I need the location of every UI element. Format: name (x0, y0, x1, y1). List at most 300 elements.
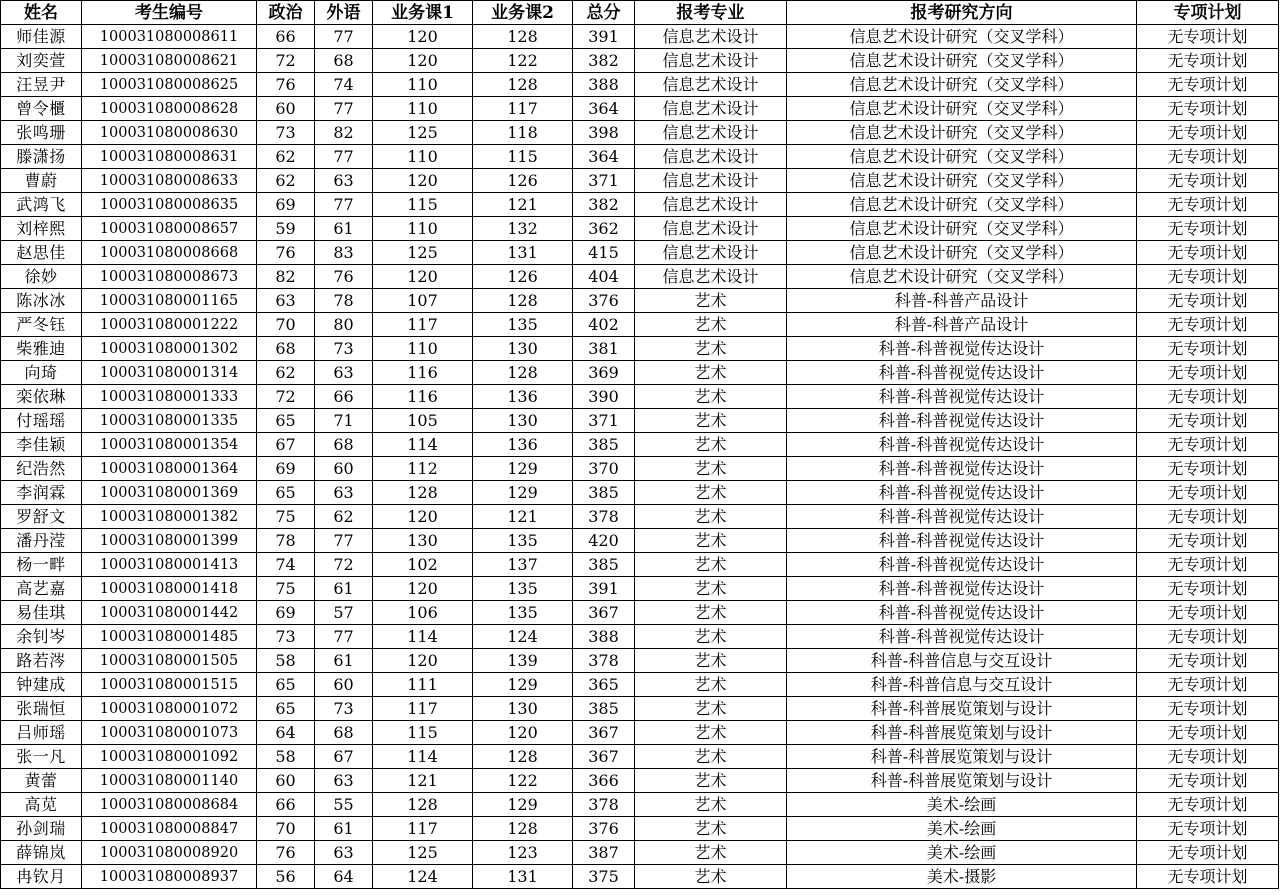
cell-total: 385 (573, 553, 635, 577)
cell-foreign-language: 64 (315, 865, 373, 889)
cell-foreign-language: 67 (315, 745, 373, 769)
cell-research-direction: 科普-科普展览策划与设计 (787, 697, 1137, 721)
cell-course-2: 128 (473, 817, 573, 841)
cell-course-2: 130 (473, 409, 573, 433)
cell-politics: 72 (257, 49, 315, 73)
cell-course-1: 125 (373, 121, 473, 145)
cell-total: 388 (573, 625, 635, 649)
cell-total: 385 (573, 433, 635, 457)
cell-course-1: 110 (373, 97, 473, 121)
cell-total: 382 (573, 49, 635, 73)
cell-name: 冉钦月 (1, 865, 82, 889)
header-research-direction: 报考研究方向 (787, 1, 1137, 25)
cell-foreign-language: 77 (315, 193, 373, 217)
cell-name: 黄蕾 (1, 769, 82, 793)
cell-course-1: 114 (373, 745, 473, 769)
cell-candidate-id: 100031080001333 (82, 385, 257, 409)
cell-foreign-language: 83 (315, 241, 373, 265)
table-row (1, 457, 1279, 481)
cell-major: 信息艺术设计 (635, 169, 787, 193)
cell-course-1: 115 (373, 721, 473, 745)
cell-name: 吕师瑶 (1, 721, 82, 745)
cell-course-1: 106 (373, 601, 473, 625)
cell-candidate-id: 100031080008937 (82, 865, 257, 889)
cell-course-1: 116 (373, 361, 473, 385)
header-name: 姓名 (1, 1, 82, 25)
cell-total: 370 (573, 457, 635, 481)
cell-foreign-language: 61 (315, 649, 373, 673)
cell-total: 378 (573, 505, 635, 529)
table-row (1, 793, 1279, 817)
cell-research-direction: 科普-科普视觉传达设计 (787, 385, 1137, 409)
cell-foreign-language: 60 (315, 673, 373, 697)
cell-research-direction: 科普-科普视觉传达设计 (787, 601, 1137, 625)
cell-candidate-id: 100031080001314 (82, 361, 257, 385)
cell-foreign-language: 68 (315, 49, 373, 73)
cell-research-direction: 科普-科普产品设计 (787, 313, 1137, 337)
cell-major: 信息艺术设计 (635, 241, 787, 265)
cell-foreign-language: 77 (315, 625, 373, 649)
cell-special-plan: 无专项计划 (1137, 289, 1279, 313)
cell-course-1: 111 (373, 673, 473, 697)
cell-total: 415 (573, 241, 635, 265)
cell-research-direction: 科普-科普展览策划与设计 (787, 769, 1137, 793)
cell-candidate-id: 100031080008673 (82, 265, 257, 289)
cell-foreign-language: 61 (315, 817, 373, 841)
cell-course-2: 139 (473, 649, 573, 673)
cell-research-direction: 科普-科普信息与交互设计 (787, 649, 1137, 673)
cell-course-2: 122 (473, 769, 573, 793)
cell-major: 艺术 (635, 865, 787, 889)
cell-special-plan: 无专项计划 (1137, 313, 1279, 337)
cell-special-plan: 无专项计划 (1137, 721, 1279, 745)
cell-politics: 73 (257, 625, 315, 649)
cell-name: 纪浩然 (1, 457, 82, 481)
cell-research-direction: 科普-科普视觉传达设计 (787, 481, 1137, 505)
cell-foreign-language: 77 (315, 529, 373, 553)
cell-course-1: 114 (373, 433, 473, 457)
cell-research-direction: 信息艺术设计研究（交叉学科） (787, 49, 1137, 73)
cell-research-direction: 信息艺术设计研究（交叉学科） (787, 73, 1137, 97)
cell-name: 李润霖 (1, 481, 82, 505)
cell-total: 381 (573, 337, 635, 361)
cell-politics: 76 (257, 73, 315, 97)
cell-special-plan: 无专项计划 (1137, 601, 1279, 625)
cell-name: 张鸣珊 (1, 121, 82, 145)
cell-candidate-id: 100031080008625 (82, 73, 257, 97)
cell-research-direction: 美术-绘画 (787, 793, 1137, 817)
cell-name: 曾令櫃 (1, 97, 82, 121)
cell-course-1: 112 (373, 457, 473, 481)
cell-course-1: 120 (373, 169, 473, 193)
cell-special-plan: 无专项计划 (1137, 553, 1279, 577)
cell-course-1: 107 (373, 289, 473, 313)
cell-name: 孙剑瑞 (1, 817, 82, 841)
cell-candidate-id: 100031080001382 (82, 505, 257, 529)
cell-special-plan: 无专项计划 (1137, 121, 1279, 145)
cell-course-1: 110 (373, 337, 473, 361)
cell-major: 艺术 (635, 577, 787, 601)
cell-special-plan: 无专项计划 (1137, 817, 1279, 841)
cell-politics: 58 (257, 649, 315, 673)
table-row (1, 481, 1279, 505)
cell-total: 402 (573, 313, 635, 337)
cell-candidate-id: 100031080001354 (82, 433, 257, 457)
table-row (1, 817, 1279, 841)
table-row (1, 553, 1279, 577)
cell-total: 420 (573, 529, 635, 553)
cell-foreign-language: 77 (315, 97, 373, 121)
cell-course-2: 129 (473, 481, 573, 505)
cell-research-direction: 科普-科普视觉传达设计 (787, 457, 1137, 481)
cell-foreign-language: 66 (315, 385, 373, 409)
header-course-1: 业务课1 (373, 1, 473, 25)
table-row (1, 721, 1279, 745)
table-row (1, 25, 1279, 49)
cell-course-1: 128 (373, 793, 473, 817)
cell-course-2: 121 (473, 193, 573, 217)
cell-name: 柴雅迪 (1, 337, 82, 361)
cell-candidate-id: 100031080008631 (82, 145, 257, 169)
cell-major: 艺术 (635, 529, 787, 553)
cell-politics: 56 (257, 865, 315, 889)
cell-course-1: 120 (373, 265, 473, 289)
cell-course-2: 132 (473, 217, 573, 241)
cell-course-1: 114 (373, 625, 473, 649)
cell-foreign-language: 57 (315, 601, 373, 625)
cell-name: 薛锦岚 (1, 841, 82, 865)
table-body (1, 25, 1279, 889)
cell-course-2: 118 (473, 121, 573, 145)
cell-candidate-id: 100031080001092 (82, 745, 257, 769)
cell-total: 378 (573, 793, 635, 817)
cell-special-plan: 无专项计划 (1137, 625, 1279, 649)
cell-foreign-language: 82 (315, 121, 373, 145)
table-row (1, 217, 1279, 241)
table-row (1, 409, 1279, 433)
cell-candidate-id: 100031080001073 (82, 721, 257, 745)
cell-special-plan: 无专项计划 (1137, 337, 1279, 361)
cell-total: 369 (573, 361, 635, 385)
cell-special-plan: 无专项计划 (1137, 49, 1279, 73)
cell-major: 艺术 (635, 289, 787, 313)
cell-course-1: 117 (373, 697, 473, 721)
cell-candidate-id: 100031080008668 (82, 241, 257, 265)
cell-course-2: 126 (473, 265, 573, 289)
cell-course-2: 128 (473, 73, 573, 97)
cell-research-direction: 科普-科普视觉传达设计 (787, 553, 1137, 577)
cell-candidate-id: 100031080008611 (82, 25, 257, 49)
cell-major: 艺术 (635, 337, 787, 361)
cell-major: 艺术 (635, 649, 787, 673)
header-special-plan: 专项计划 (1137, 1, 1279, 25)
cell-name: 刘奕萱 (1, 49, 82, 73)
cell-foreign-language: 61 (315, 217, 373, 241)
cell-course-2: 129 (473, 673, 573, 697)
cell-total: 362 (573, 217, 635, 241)
cell-foreign-language: 71 (315, 409, 373, 433)
cell-name: 潘丹滢 (1, 529, 82, 553)
cell-special-plan: 无专项计划 (1137, 457, 1279, 481)
cell-foreign-language: 78 (315, 289, 373, 313)
cell-course-2: 115 (473, 145, 573, 169)
cell-course-1: 130 (373, 529, 473, 553)
cell-name: 徐妙 (1, 265, 82, 289)
cell-major: 艺术 (635, 841, 787, 865)
cell-foreign-language: 73 (315, 697, 373, 721)
cell-major: 信息艺术设计 (635, 265, 787, 289)
cell-major: 信息艺术设计 (635, 145, 787, 169)
cell-candidate-id: 100031080001515 (82, 673, 257, 697)
cell-foreign-language: 76 (315, 265, 373, 289)
cell-special-plan: 无专项计划 (1137, 649, 1279, 673)
table-row (1, 841, 1279, 865)
cell-candidate-id: 100031080001072 (82, 697, 257, 721)
cell-politics: 65 (257, 673, 315, 697)
cell-foreign-language: 63 (315, 769, 373, 793)
cell-research-direction: 信息艺术设计研究（交叉学科） (787, 145, 1137, 169)
cell-total: 364 (573, 97, 635, 121)
cell-candidate-id: 100031080008635 (82, 193, 257, 217)
cell-major: 信息艺术设计 (635, 193, 787, 217)
cell-major: 信息艺术设计 (635, 25, 787, 49)
cell-name: 严冬钰 (1, 313, 82, 337)
table-row (1, 145, 1279, 169)
cell-research-direction: 科普-科普视觉传达设计 (787, 577, 1137, 601)
header-foreign-language: 外语 (315, 1, 373, 25)
cell-major: 信息艺术设计 (635, 49, 787, 73)
cell-candidate-id: 100031080008628 (82, 97, 257, 121)
cell-course-2: 123 (473, 841, 573, 865)
table-row (1, 769, 1279, 793)
cell-course-2: 120 (473, 721, 573, 745)
cell-major: 艺术 (635, 817, 787, 841)
cell-name: 陈冰冰 (1, 289, 82, 313)
cell-name: 罗舒文 (1, 505, 82, 529)
cell-major: 艺术 (635, 553, 787, 577)
cell-politics: 69 (257, 601, 315, 625)
cell-total: 371 (573, 409, 635, 433)
cell-course-2: 128 (473, 25, 573, 49)
cell-special-plan: 无专项计划 (1137, 193, 1279, 217)
cell-special-plan: 无专项计划 (1137, 385, 1279, 409)
header-candidate-id: 考生编号 (82, 1, 257, 25)
cell-candidate-id: 100031080001399 (82, 529, 257, 553)
cell-major: 艺术 (635, 457, 787, 481)
cell-total: 371 (573, 169, 635, 193)
cell-course-2: 131 (473, 865, 573, 889)
cell-major: 艺术 (635, 601, 787, 625)
cell-foreign-language: 63 (315, 481, 373, 505)
cell-candidate-id: 100031080001413 (82, 553, 257, 577)
cell-special-plan: 无专项计划 (1137, 361, 1279, 385)
cell-name: 易佳琪 (1, 601, 82, 625)
cell-politics: 70 (257, 313, 315, 337)
cell-course-2: 135 (473, 529, 573, 553)
cell-major: 艺术 (635, 481, 787, 505)
table-row (1, 673, 1279, 697)
cell-research-direction: 科普-科普展览策划与设计 (787, 721, 1137, 745)
cell-course-1: 120 (373, 577, 473, 601)
cell-course-2: 135 (473, 601, 573, 625)
cell-course-1: 120 (373, 649, 473, 673)
cell-special-plan: 无专项计划 (1137, 793, 1279, 817)
cell-total: 367 (573, 721, 635, 745)
table-row (1, 577, 1279, 601)
cell-course-1: 115 (373, 193, 473, 217)
cell-course-2: 122 (473, 49, 573, 73)
cell-total: 364 (573, 145, 635, 169)
cell-research-direction: 科普-科普展览策划与设计 (787, 745, 1137, 769)
cell-politics: 60 (257, 769, 315, 793)
cell-name: 杨一畔 (1, 553, 82, 577)
table-row (1, 625, 1279, 649)
cell-politics: 75 (257, 577, 315, 601)
cell-research-direction: 信息艺术设计研究（交叉学科） (787, 265, 1137, 289)
cell-politics: 62 (257, 145, 315, 169)
cell-special-plan: 无专项计划 (1137, 505, 1279, 529)
cell-special-plan: 无专项计划 (1137, 745, 1279, 769)
cell-total: 376 (573, 289, 635, 313)
cell-politics: 59 (257, 217, 315, 241)
cell-politics: 62 (257, 169, 315, 193)
table-row (1, 169, 1279, 193)
table-row (1, 361, 1279, 385)
cell-name: 武鸿飞 (1, 193, 82, 217)
table-row (1, 193, 1279, 217)
cell-course-2: 121 (473, 505, 573, 529)
cell-research-direction: 信息艺术设计研究（交叉学科） (787, 193, 1137, 217)
cell-total: 385 (573, 697, 635, 721)
cell-research-direction: 科普-科普视觉传达设计 (787, 361, 1137, 385)
cell-total: 388 (573, 73, 635, 97)
cell-course-2: 131 (473, 241, 573, 265)
cell-total: 375 (573, 865, 635, 889)
table-row (1, 289, 1279, 313)
cell-course-1: 102 (373, 553, 473, 577)
cell-foreign-language: 63 (315, 361, 373, 385)
table-row (1, 697, 1279, 721)
cell-course-2: 128 (473, 361, 573, 385)
cell-research-direction: 信息艺术设计研究（交叉学科） (787, 241, 1137, 265)
cell-foreign-language: 63 (315, 841, 373, 865)
cell-course-1: 128 (373, 481, 473, 505)
cell-name: 师佳源 (1, 25, 82, 49)
cell-major: 艺术 (635, 745, 787, 769)
table-row (1, 121, 1279, 145)
cell-foreign-language: 74 (315, 73, 373, 97)
cell-candidate-id: 100031080008920 (82, 841, 257, 865)
cell-candidate-id: 100031080008657 (82, 217, 257, 241)
cell-politics: 66 (257, 25, 315, 49)
cell-candidate-id: 100031080008630 (82, 121, 257, 145)
cell-major: 信息艺术设计 (635, 97, 787, 121)
cell-name: 钟建成 (1, 673, 82, 697)
table-row (1, 505, 1279, 529)
cell-name: 张瑞恒 (1, 697, 82, 721)
cell-major: 艺术 (635, 385, 787, 409)
cell-course-1: 117 (373, 313, 473, 337)
cell-name: 路若涔 (1, 649, 82, 673)
cell-politics: 63 (257, 289, 315, 313)
cell-candidate-id: 100031080001418 (82, 577, 257, 601)
cell-research-direction: 科普-科普视觉传达设计 (787, 433, 1137, 457)
cell-foreign-language: 60 (315, 457, 373, 481)
cell-politics: 60 (257, 97, 315, 121)
cell-special-plan: 无专项计划 (1137, 25, 1279, 49)
cell-name: 余钊岑 (1, 625, 82, 649)
cell-politics: 74 (257, 553, 315, 577)
cell-politics: 65 (257, 409, 315, 433)
cell-total: 391 (573, 25, 635, 49)
table-row (1, 337, 1279, 361)
cell-research-direction: 科普-科普信息与交互设计 (787, 673, 1137, 697)
header-course-2: 业务课2 (473, 1, 573, 25)
cell-course-2: 137 (473, 553, 573, 577)
cell-foreign-language: 77 (315, 25, 373, 49)
header-major: 报考专业 (635, 1, 787, 25)
cell-research-direction: 信息艺术设计研究（交叉学科） (787, 121, 1137, 145)
cell-course-2: 136 (473, 433, 573, 457)
cell-candidate-id: 100031080001442 (82, 601, 257, 625)
cell-special-plan: 无专项计划 (1137, 409, 1279, 433)
cell-major: 艺术 (635, 697, 787, 721)
cell-research-direction: 信息艺术设计研究（交叉学科） (787, 25, 1137, 49)
cell-total: 382 (573, 193, 635, 217)
table-row (1, 97, 1279, 121)
cell-course-2: 126 (473, 169, 573, 193)
cell-major: 信息艺术设计 (635, 121, 787, 145)
cell-major: 艺术 (635, 433, 787, 457)
cell-politics: 64 (257, 721, 315, 745)
cell-name: 曹蔚 (1, 169, 82, 193)
cell-candidate-id: 100031080008621 (82, 49, 257, 73)
cell-course-1: 105 (373, 409, 473, 433)
cell-candidate-id: 100031080001222 (82, 313, 257, 337)
table-row (1, 865, 1279, 889)
cell-course-2: 135 (473, 313, 573, 337)
cell-course-1: 110 (373, 217, 473, 241)
table-row (1, 433, 1279, 457)
cell-total: 398 (573, 121, 635, 145)
cell-major: 艺术 (635, 673, 787, 697)
cell-candidate-id: 100031080008847 (82, 817, 257, 841)
table-row (1, 649, 1279, 673)
cell-politics: 76 (257, 841, 315, 865)
cell-politics: 78 (257, 529, 315, 553)
cell-course-1: 125 (373, 241, 473, 265)
cell-research-direction: 科普-科普视觉传达设计 (787, 337, 1137, 361)
cell-foreign-language: 63 (315, 169, 373, 193)
table-row (1, 529, 1279, 553)
cell-politics: 62 (257, 361, 315, 385)
cell-major: 艺术 (635, 409, 787, 433)
cell-candidate-id: 100031080001165 (82, 289, 257, 313)
cell-research-direction: 美术-绘画 (787, 841, 1137, 865)
cell-course-2: 136 (473, 385, 573, 409)
cell-name: 张一凡 (1, 745, 82, 769)
cell-foreign-language: 62 (315, 505, 373, 529)
cell-politics: 68 (257, 337, 315, 361)
cell-course-1: 117 (373, 817, 473, 841)
cell-course-1: 121 (373, 769, 473, 793)
cell-special-plan: 无专项计划 (1137, 265, 1279, 289)
cell-candidate-id: 100031080001302 (82, 337, 257, 361)
cell-politics: 73 (257, 121, 315, 145)
cell-candidate-id: 100031080008684 (82, 793, 257, 817)
cell-politics: 76 (257, 241, 315, 265)
cell-research-direction: 信息艺术设计研究（交叉学科） (787, 217, 1137, 241)
